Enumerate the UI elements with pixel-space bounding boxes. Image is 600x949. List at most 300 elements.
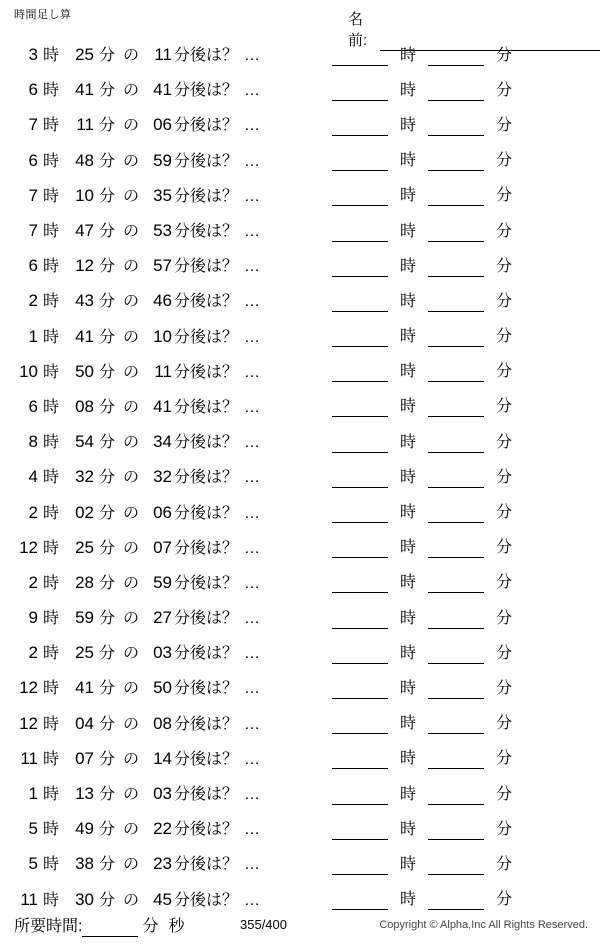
- answer-minute-blank[interactable]: [428, 890, 484, 910]
- after-text-label: 分後は？: [174, 891, 239, 909]
- no-particle-label: の: [122, 610, 139, 628]
- hour-unit-label: 時: [42, 293, 59, 311]
- problem-hour: 6: [28, 80, 38, 100]
- answer-hour-blank[interactable]: [332, 890, 388, 910]
- answer-minute-unit: 分: [495, 152, 512, 170]
- problem-hour: 2: [28, 502, 38, 522]
- problem-minute: 30: [75, 889, 94, 909]
- no-particle-label: の: [122, 434, 139, 452]
- problem-question: [0, 324, 330, 347]
- after-text-label: 分後は？: [174, 47, 239, 65]
- problem-question: [0, 288, 330, 311]
- dots-label: …: [244, 82, 262, 100]
- no-particle-label: の: [122, 258, 139, 276]
- problem-minute: 25: [75, 537, 94, 557]
- problem-minute: 04: [75, 713, 94, 733]
- answer-minute-blank[interactable]: [428, 151, 484, 171]
- answer-hour-blank[interactable]: [332, 785, 388, 805]
- answer-hour-blank[interactable]: [332, 397, 388, 417]
- minute-unit-label: 分: [98, 223, 115, 241]
- hour-unit-label: 時: [42, 152, 59, 170]
- problem-question: [0, 781, 330, 804]
- problem-added-minutes: 45: [153, 889, 172, 909]
- after-text-label: 分後は？: [174, 750, 239, 768]
- answer-minute-unit: 分: [495, 750, 512, 768]
- answer-minute-blank[interactable]: [428, 749, 484, 769]
- answer-area: [330, 253, 600, 277]
- answer-hour-blank[interactable]: [332, 573, 388, 593]
- hour-unit-label: 時: [42, 645, 59, 663]
- page-footer: [0, 913, 600, 941]
- minute-unit-label: 分: [98, 47, 115, 65]
- no-particle-label: の: [122, 328, 139, 346]
- minute-unit-label: 分: [98, 750, 115, 768]
- answer-hour-blank[interactable]: [332, 820, 388, 840]
- no-particle-label: の: [122, 223, 139, 241]
- problem-row: [0, 529, 600, 564]
- minute-unit-label: 分: [98, 328, 115, 346]
- problem-row: [0, 282, 600, 317]
- dots-label: …: [244, 117, 262, 135]
- answer-area: [330, 745, 600, 769]
- no-particle-label: の: [122, 398, 139, 416]
- minute-unit-label: 分: [98, 539, 115, 557]
- answer-hour-unit: 時: [399, 222, 416, 240]
- answer-area: [330, 77, 600, 101]
- problem-added-minutes: 10: [153, 326, 172, 346]
- answer-hour-blank[interactable]: [332, 362, 388, 382]
- answer-area: [330, 182, 600, 206]
- time-required-label: 所要時間:: [14, 918, 83, 935]
- answer-minute-unit: 分: [495, 363, 512, 381]
- answer-hour-blank[interactable]: [332, 538, 388, 558]
- answer-hour-blank[interactable]: [332, 151, 388, 171]
- dots-label: …: [244, 645, 262, 663]
- answer-minute-unit: 分: [495, 398, 512, 416]
- answer-hour-unit: 時: [399, 116, 416, 134]
- no-particle-label: の: [122, 363, 139, 381]
- problem-row: [0, 36, 600, 71]
- answer-minute-blank[interactable]: [428, 644, 484, 664]
- minute-unit-label: 分: [98, 504, 115, 522]
- dots-label: …: [244, 47, 262, 65]
- after-text-label: 分後は？: [174, 469, 239, 487]
- problem-question: [0, 218, 330, 241]
- answer-hour-blank[interactable]: [332, 292, 388, 312]
- problem-hour: 2: [28, 572, 38, 592]
- answer-minute-blank[interactable]: [428, 397, 484, 417]
- answer-minute-blank[interactable]: [428, 538, 484, 558]
- no-particle-label: の: [122, 891, 139, 909]
- problem-added-minutes: 32: [153, 467, 172, 487]
- hour-unit-label: 時: [42, 117, 59, 135]
- answer-minute-blank[interactable]: [428, 222, 484, 242]
- dots-label: …: [244, 258, 262, 276]
- hour-unit-label: 時: [42, 469, 59, 487]
- answer-hour-blank[interactable]: [332, 503, 388, 523]
- hour-unit-label: 時: [42, 750, 59, 768]
- problem-added-minutes: 11: [154, 361, 172, 381]
- problem-added-minutes: 53: [153, 221, 172, 241]
- problem-question: [0, 605, 330, 628]
- answer-minute-unit: 分: [495, 574, 512, 592]
- no-particle-label: の: [122, 715, 139, 733]
- dots-label: …: [244, 504, 262, 522]
- problem-hour: 12: [19, 713, 38, 733]
- dots-label: …: [244, 328, 262, 346]
- problem-row: [0, 564, 600, 599]
- answer-minute-blank[interactable]: [428, 855, 484, 875]
- answer-minute-blank[interactable]: [428, 820, 484, 840]
- problem-added-minutes: 07: [153, 537, 172, 557]
- minute-unit-label: 分: [98, 258, 115, 276]
- answer-area: [330, 569, 600, 593]
- hour-unit-label: 時: [42, 258, 59, 276]
- problem-row: [0, 247, 600, 282]
- answer-minute-unit: 分: [495, 679, 512, 697]
- problem-hour: 1: [28, 326, 38, 346]
- answer-minute-blank[interactable]: [428, 609, 484, 629]
- answer-hour-blank[interactable]: [332, 714, 388, 734]
- problem-hour: 7: [28, 115, 38, 135]
- after-text-label: 分後は？: [174, 715, 239, 733]
- problem-minute: 07: [75, 748, 94, 768]
- problem-question: [0, 570, 330, 593]
- answer-minute-blank[interactable]: [428, 116, 484, 136]
- hour-unit-label: 時: [42, 363, 59, 381]
- problem-question: [0, 148, 330, 171]
- answer-area: [330, 464, 600, 488]
- answer-minute-blank[interactable]: [428, 257, 484, 277]
- dots-label: …: [244, 152, 262, 170]
- minute-unit-label: 分: [98, 117, 115, 135]
- answer-minute-unit: 分: [495, 81, 512, 99]
- problem-minute: 41: [75, 326, 94, 346]
- problem-minute: 47: [75, 221, 94, 241]
- minute-unit-label: 分: [98, 715, 115, 733]
- problem-minute: 41: [75, 80, 94, 100]
- dots-label: …: [244, 223, 262, 241]
- problem-minute: 59: [75, 608, 94, 628]
- minute-unit-label: 分: [98, 786, 115, 804]
- answer-area: [330, 393, 600, 417]
- problem-minute: 08: [75, 396, 94, 416]
- answer-hour-unit: 時: [399, 644, 416, 662]
- no-particle-label: の: [122, 786, 139, 804]
- problem-minute: 25: [75, 45, 94, 65]
- answer-hour-blank[interactable]: [332, 609, 388, 629]
- answer-minute-blank[interactable]: [428, 327, 484, 347]
- answer-hour-unit: 時: [399, 363, 416, 381]
- answer-minute-blank[interactable]: [428, 362, 484, 382]
- problem-minute: 49: [75, 819, 94, 839]
- after-text-label: 分後は？: [174, 187, 239, 205]
- problem-hour: 5: [28, 819, 38, 839]
- answer-area: [330, 851, 600, 875]
- problem-minute: 02: [75, 502, 94, 522]
- answer-minute-unit: 分: [495, 187, 512, 205]
- problem-hour: 6: [28, 256, 38, 276]
- problem-minute: 48: [75, 150, 94, 170]
- problem-minute: 28: [75, 572, 94, 592]
- time-required-field: [14, 913, 190, 937]
- answer-hour-blank[interactable]: [332, 644, 388, 664]
- problem-added-minutes: 03: [153, 643, 172, 663]
- minute-unit-label: 分: [98, 680, 115, 698]
- after-text-label: 分後は？: [174, 856, 239, 874]
- problem-hour: 11: [20, 889, 38, 909]
- time-required-minute-unit: 分: [142, 918, 159, 935]
- answer-area: [330, 112, 600, 136]
- dots-label: …: [244, 293, 262, 311]
- problem-question: [0, 640, 330, 663]
- problem-hour: 2: [28, 643, 38, 663]
- problem-minute: 38: [75, 854, 94, 874]
- problem-row: [0, 318, 600, 353]
- no-particle-label: の: [122, 82, 139, 100]
- answer-hour-unit: 時: [399, 81, 416, 99]
- answer-hour-blank[interactable]: [332, 257, 388, 277]
- answer-hour-unit: 時: [399, 46, 416, 64]
- no-particle-label: の: [122, 293, 139, 311]
- answer-hour-unit: 時: [399, 574, 416, 592]
- no-particle-label: の: [122, 680, 139, 698]
- after-text-label: 分後は？: [174, 645, 239, 663]
- no-particle-label: の: [122, 856, 139, 874]
- problem-question: [0, 711, 330, 734]
- page-title: 時間足し算: [14, 9, 72, 21]
- answer-minute-blank[interactable]: [428, 292, 484, 312]
- problem-minute: 54: [75, 432, 94, 452]
- problem-minute: 25: [75, 643, 94, 663]
- answer-minute-unit: 分: [495, 222, 512, 240]
- answer-minute-blank[interactable]: [428, 785, 484, 805]
- after-text-label: 分後は？: [174, 82, 239, 100]
- answer-hour-blank[interactable]: [332, 81, 388, 101]
- problem-row: [0, 881, 600, 916]
- answer-hour-unit: 時: [399, 750, 416, 768]
- problem-added-minutes: 14: [153, 748, 172, 768]
- minute-unit-label: 分: [98, 574, 115, 592]
- answer-area: [330, 42, 600, 66]
- answer-minute-blank[interactable]: [428, 503, 484, 523]
- hour-unit-label: 時: [42, 434, 59, 452]
- minute-unit-label: 分: [98, 293, 115, 311]
- answer-hour-unit: 時: [399, 187, 416, 205]
- answer-minute-unit: 分: [495, 433, 512, 451]
- dots-label: …: [244, 680, 262, 698]
- problem-added-minutes: 41: [153, 80, 172, 100]
- problem-question: [0, 535, 330, 558]
- answer-hour-blank[interactable]: [332, 468, 388, 488]
- no-particle-label: の: [122, 117, 139, 135]
- problem-question: [0, 77, 330, 100]
- answer-hour-unit: 時: [399, 539, 416, 557]
- problem-added-minutes: 41: [153, 396, 172, 416]
- problem-row: [0, 810, 600, 845]
- answer-hour-unit: 時: [399, 715, 416, 733]
- problem-row: [0, 106, 600, 141]
- minute-unit-label: 分: [98, 891, 115, 909]
- after-text-label: 分後は？: [174, 821, 239, 839]
- problem-question: [0, 183, 330, 206]
- answer-hour-blank[interactable]: [332, 855, 388, 875]
- answer-minute-unit: 分: [495, 468, 512, 486]
- answer-area: [330, 675, 600, 699]
- time-required-minute-blank[interactable]: [82, 917, 138, 937]
- after-text-label: 分後は？: [174, 117, 239, 135]
- answer-hour-unit: 時: [399, 433, 416, 451]
- hour-unit-label: 時: [42, 786, 59, 804]
- minute-unit-label: 分: [98, 152, 115, 170]
- answer-minute-unit: 分: [495, 328, 512, 346]
- answer-minute-blank[interactable]: [428, 46, 484, 66]
- problem-question: [0, 253, 330, 276]
- answer-area: [330, 710, 600, 734]
- problem-row: [0, 493, 600, 528]
- after-text-label: 分後は？: [174, 539, 239, 557]
- answer-hour-unit: 時: [399, 398, 416, 416]
- answer-hour-blank[interactable]: [332, 433, 388, 453]
- problem-hour: 2: [28, 291, 38, 311]
- minute-unit-label: 分: [98, 363, 115, 381]
- answer-area: [330, 781, 600, 805]
- answer-minute-blank[interactable]: [428, 573, 484, 593]
- problem-list: [0, 36, 600, 916]
- dots-label: …: [244, 891, 262, 909]
- answer-hour-unit: 時: [399, 855, 416, 873]
- answer-minute-unit: 分: [495, 785, 512, 803]
- hour-unit-label: 時: [42, 539, 59, 557]
- problem-question: [0, 112, 330, 135]
- dots-label: …: [244, 786, 262, 804]
- answer-area: [330, 605, 600, 629]
- answer-minute-unit: 分: [495, 116, 512, 134]
- problem-row: [0, 634, 600, 669]
- after-text-label: 分後は？: [174, 610, 239, 628]
- minute-unit-label: 分: [98, 187, 115, 205]
- dots-label: …: [244, 610, 262, 628]
- problem-added-minutes: 06: [153, 115, 172, 135]
- page-code: 355/400: [240, 917, 287, 932]
- answer-hour-blank[interactable]: [332, 679, 388, 699]
- answer-hour-blank[interactable]: [332, 186, 388, 206]
- answer-area: [330, 534, 600, 558]
- hour-unit-label: 時: [42, 187, 59, 205]
- problem-hour: 7: [28, 221, 38, 241]
- hour-unit-label: 時: [42, 47, 59, 65]
- problem-minute: 11: [76, 115, 94, 135]
- problem-minute: 43: [75, 291, 94, 311]
- problem-hour: 12: [19, 537, 38, 557]
- answer-area: [330, 147, 600, 171]
- answer-minute-unit: 分: [495, 820, 512, 838]
- dots-label: …: [244, 715, 262, 733]
- problem-row: [0, 423, 600, 458]
- page-header: [0, 0, 600, 49]
- answer-area: [330, 358, 600, 382]
- minute-unit-label: 分: [98, 610, 115, 628]
- problem-hour: 8: [28, 432, 38, 452]
- dots-label: …: [244, 539, 262, 557]
- problem-row: [0, 669, 600, 704]
- answer-hour-blank[interactable]: [332, 46, 388, 66]
- answer-minute-blank[interactable]: [428, 186, 484, 206]
- problem-minute: 50: [75, 361, 94, 381]
- after-text-label: 分後は？: [174, 434, 239, 452]
- minute-unit-label: 分: [98, 856, 115, 874]
- problem-minute: 13: [75, 784, 94, 804]
- answer-minute-unit: 分: [495, 539, 512, 557]
- problem-hour: 6: [28, 150, 38, 170]
- after-text-label: 分後は？: [174, 680, 239, 698]
- problem-row: [0, 775, 600, 810]
- answer-minute-blank[interactable]: [428, 433, 484, 453]
- answer-hour-unit: 時: [399, 609, 416, 627]
- hour-unit-label: 時: [42, 821, 59, 839]
- answer-hour-blank[interactable]: [332, 327, 388, 347]
- answer-minute-blank[interactable]: [428, 81, 484, 101]
- hour-unit-label: 時: [42, 574, 59, 592]
- answer-hour-blank[interactable]: [332, 749, 388, 769]
- no-particle-label: の: [122, 539, 139, 557]
- answer-hour-unit: 時: [399, 257, 416, 275]
- after-text-label: 分後は？: [174, 293, 239, 311]
- answer-minute-blank[interactable]: [428, 714, 484, 734]
- answer-hour-blank[interactable]: [332, 116, 388, 136]
- problem-added-minutes: 46: [153, 291, 172, 311]
- problem-row: [0, 177, 600, 212]
- hour-unit-label: 時: [42, 398, 59, 416]
- problem-question: [0, 887, 330, 910]
- answer-hour-blank[interactable]: [332, 222, 388, 242]
- answer-minute-blank[interactable]: [428, 679, 484, 699]
- problem-added-minutes: 27: [153, 608, 172, 628]
- problem-minute: 12: [75, 256, 94, 276]
- no-particle-label: の: [122, 821, 139, 839]
- problem-row: [0, 212, 600, 247]
- problem-question: [0, 429, 330, 452]
- answer-minute-unit: 分: [495, 504, 512, 522]
- answer-hour-unit: 時: [399, 820, 416, 838]
- problem-added-minutes: 23: [153, 854, 172, 874]
- no-particle-label: の: [122, 152, 139, 170]
- after-text-label: 分後は？: [174, 363, 239, 381]
- problem-added-minutes: 57: [153, 256, 172, 276]
- answer-minute-unit: 分: [495, 46, 512, 64]
- copyright-text: Copyright © Alpha,Inc All Rights Reserved.: [379, 919, 588, 931]
- after-text-label: 分後は？: [174, 398, 239, 416]
- answer-minute-unit: 分: [495, 292, 512, 310]
- problem-added-minutes: 34: [153, 432, 172, 452]
- answer-area: [330, 886, 600, 910]
- answer-hour-unit: 時: [399, 785, 416, 803]
- dots-label: …: [244, 821, 262, 839]
- dots-label: …: [244, 574, 262, 592]
- answer-minute-blank[interactable]: [428, 468, 484, 488]
- answer-hour-unit: 時: [399, 468, 416, 486]
- no-particle-label: の: [122, 187, 139, 205]
- minute-unit-label: 分: [98, 434, 115, 452]
- answer-minute-unit: 分: [495, 644, 512, 662]
- no-particle-label: の: [122, 469, 139, 487]
- problem-question: [0, 464, 330, 487]
- problem-hour: 4: [28, 467, 38, 487]
- after-text-label: 分後は？: [174, 574, 239, 592]
- minute-unit-label: 分: [98, 821, 115, 839]
- after-text-label: 分後は？: [174, 786, 239, 804]
- answer-minute-unit: 分: [495, 715, 512, 733]
